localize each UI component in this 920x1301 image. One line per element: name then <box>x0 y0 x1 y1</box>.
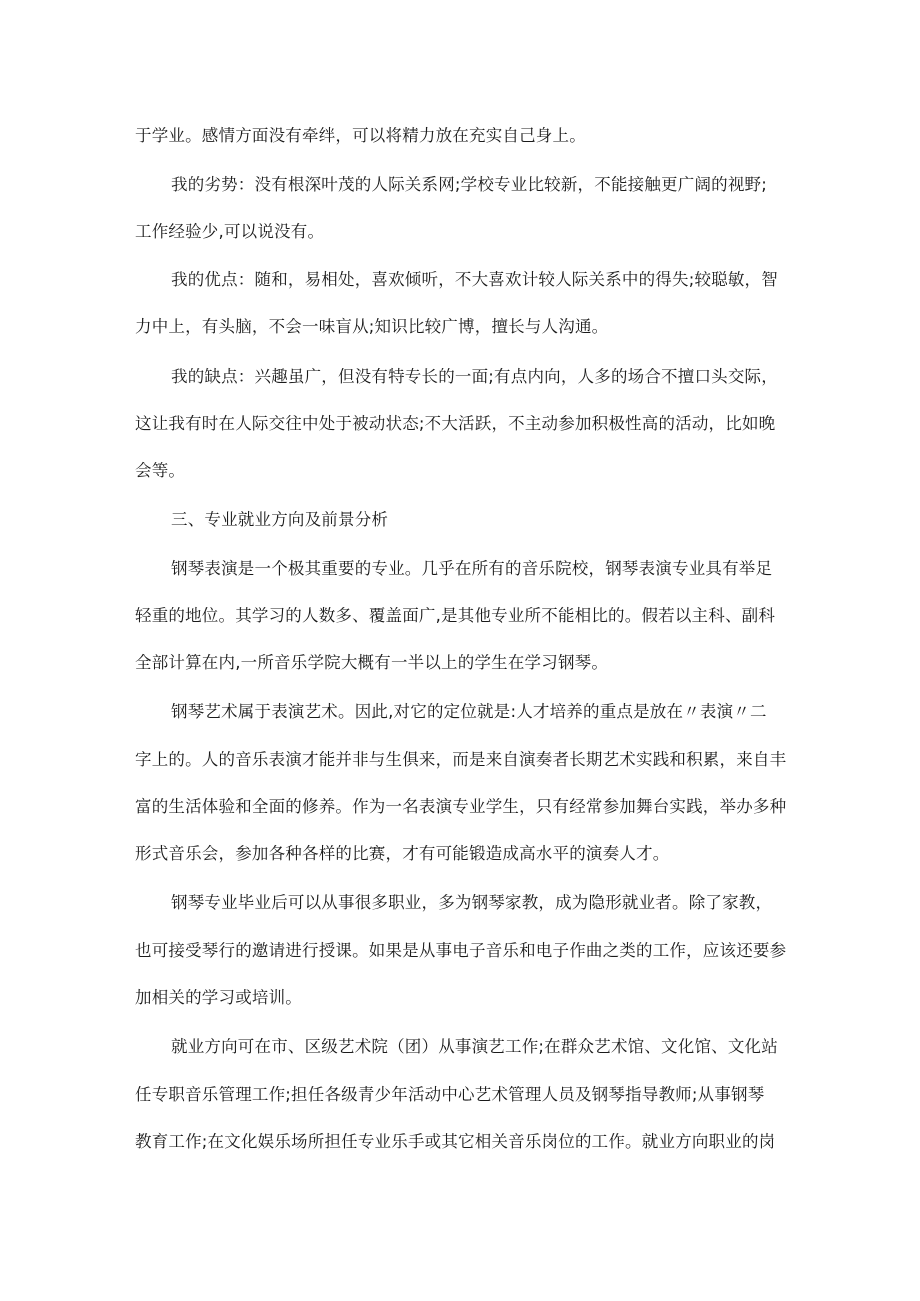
paragraph-line: 加相关的学习或培训。 <box>135 988 302 1007</box>
paragraph-line: 工作经验少,可以说没有。 <box>135 222 325 241</box>
paragraph-line: 任专职音乐管理工作;担任各级青少年活动中心艺术管理人员及钢琴指导教师;从事钢琴 <box>135 1085 765 1104</box>
paragraph-line: 会等。 <box>135 461 186 480</box>
paragraph-line: 教育工作;在文化娱乐场所担任专业乐手或其它相关音乐岗位的工作。就业方向职业的岗 <box>135 1132 776 1151</box>
paragraph-line: 于学业。感情方面没有牵绊，可以将精力放在充实自己身上。 <box>135 126 586 145</box>
paragraph-line: 这让我有时在人际交往中处于被动状态;不大活跃，不主动参加积极性高的活动，比如晚 <box>135 414 776 433</box>
paragraph-line: 钢琴艺术属于表演艺术。因此,对它的定位就是:人才培养的重点是放在〃表演〃二 <box>171 702 767 721</box>
paragraph-line: 钢琴表演是一个极其重要的专业。几乎在所有的音乐院校，钢琴表演专业具有举足 <box>171 559 773 578</box>
paragraph-line: 也可接受琴行的邀请进行授课。如果是从事电子音乐和电子作曲之类的工作，应该还要参 <box>135 941 787 960</box>
paragraph-line: 我的缺点：兴趣虽广，但没有特专长的一面;有点内向，人多的场合不擅口头交际， <box>171 367 778 386</box>
paragraph-line: 形式音乐会，参加各种各样的比赛，才有可能锻造成高水平的演奏人才。 <box>135 844 670 863</box>
paragraph-line: 力中上，有头脑，不会一味盲从;知识比较广博，擅长与人沟通。 <box>135 317 609 336</box>
paragraph-line: 字上的。人的音乐表演才能并非与生俱来，而是来自演奏者长期艺术实践和积累，来自丰 <box>135 750 787 769</box>
paragraph-line: 全部计算在内,一所音乐学院大概有一半以上的学生在学习钢琴。 <box>135 653 609 672</box>
section-heading: 三、专业就业方向及前景分析 <box>171 510 389 529</box>
paragraph-line: 钢琴专业毕业后可以从事很多职业，多为钢琴家教，成为隐形就业者。除了家教， <box>171 893 773 912</box>
paragraph-line: 就业方向可在市、区级艺术院（团）从事演艺工作;在群众艺术馆、文化馆、文化站 <box>171 1037 778 1056</box>
paragraph-line: 我的劣势：没有根深叶茂的人际关系网;学校专业比较新，不能接触更广阔的视野; <box>171 175 768 194</box>
paragraph-line: 富的生活体验和全面的修养。作为一名表演专业学生，只有经常参加舞台实践，举办多种 <box>135 797 787 816</box>
paragraph-line: 轻重的地位。其学习的人数多、覆盖面广,是其他专业所不能相比的。假若以主科、副科 <box>135 606 776 625</box>
paragraph-line: 我的优点：随和，易相处，喜欢倾听，不大喜欢计较人际关系中的得失;较聪敏，智 <box>171 270 778 289</box>
